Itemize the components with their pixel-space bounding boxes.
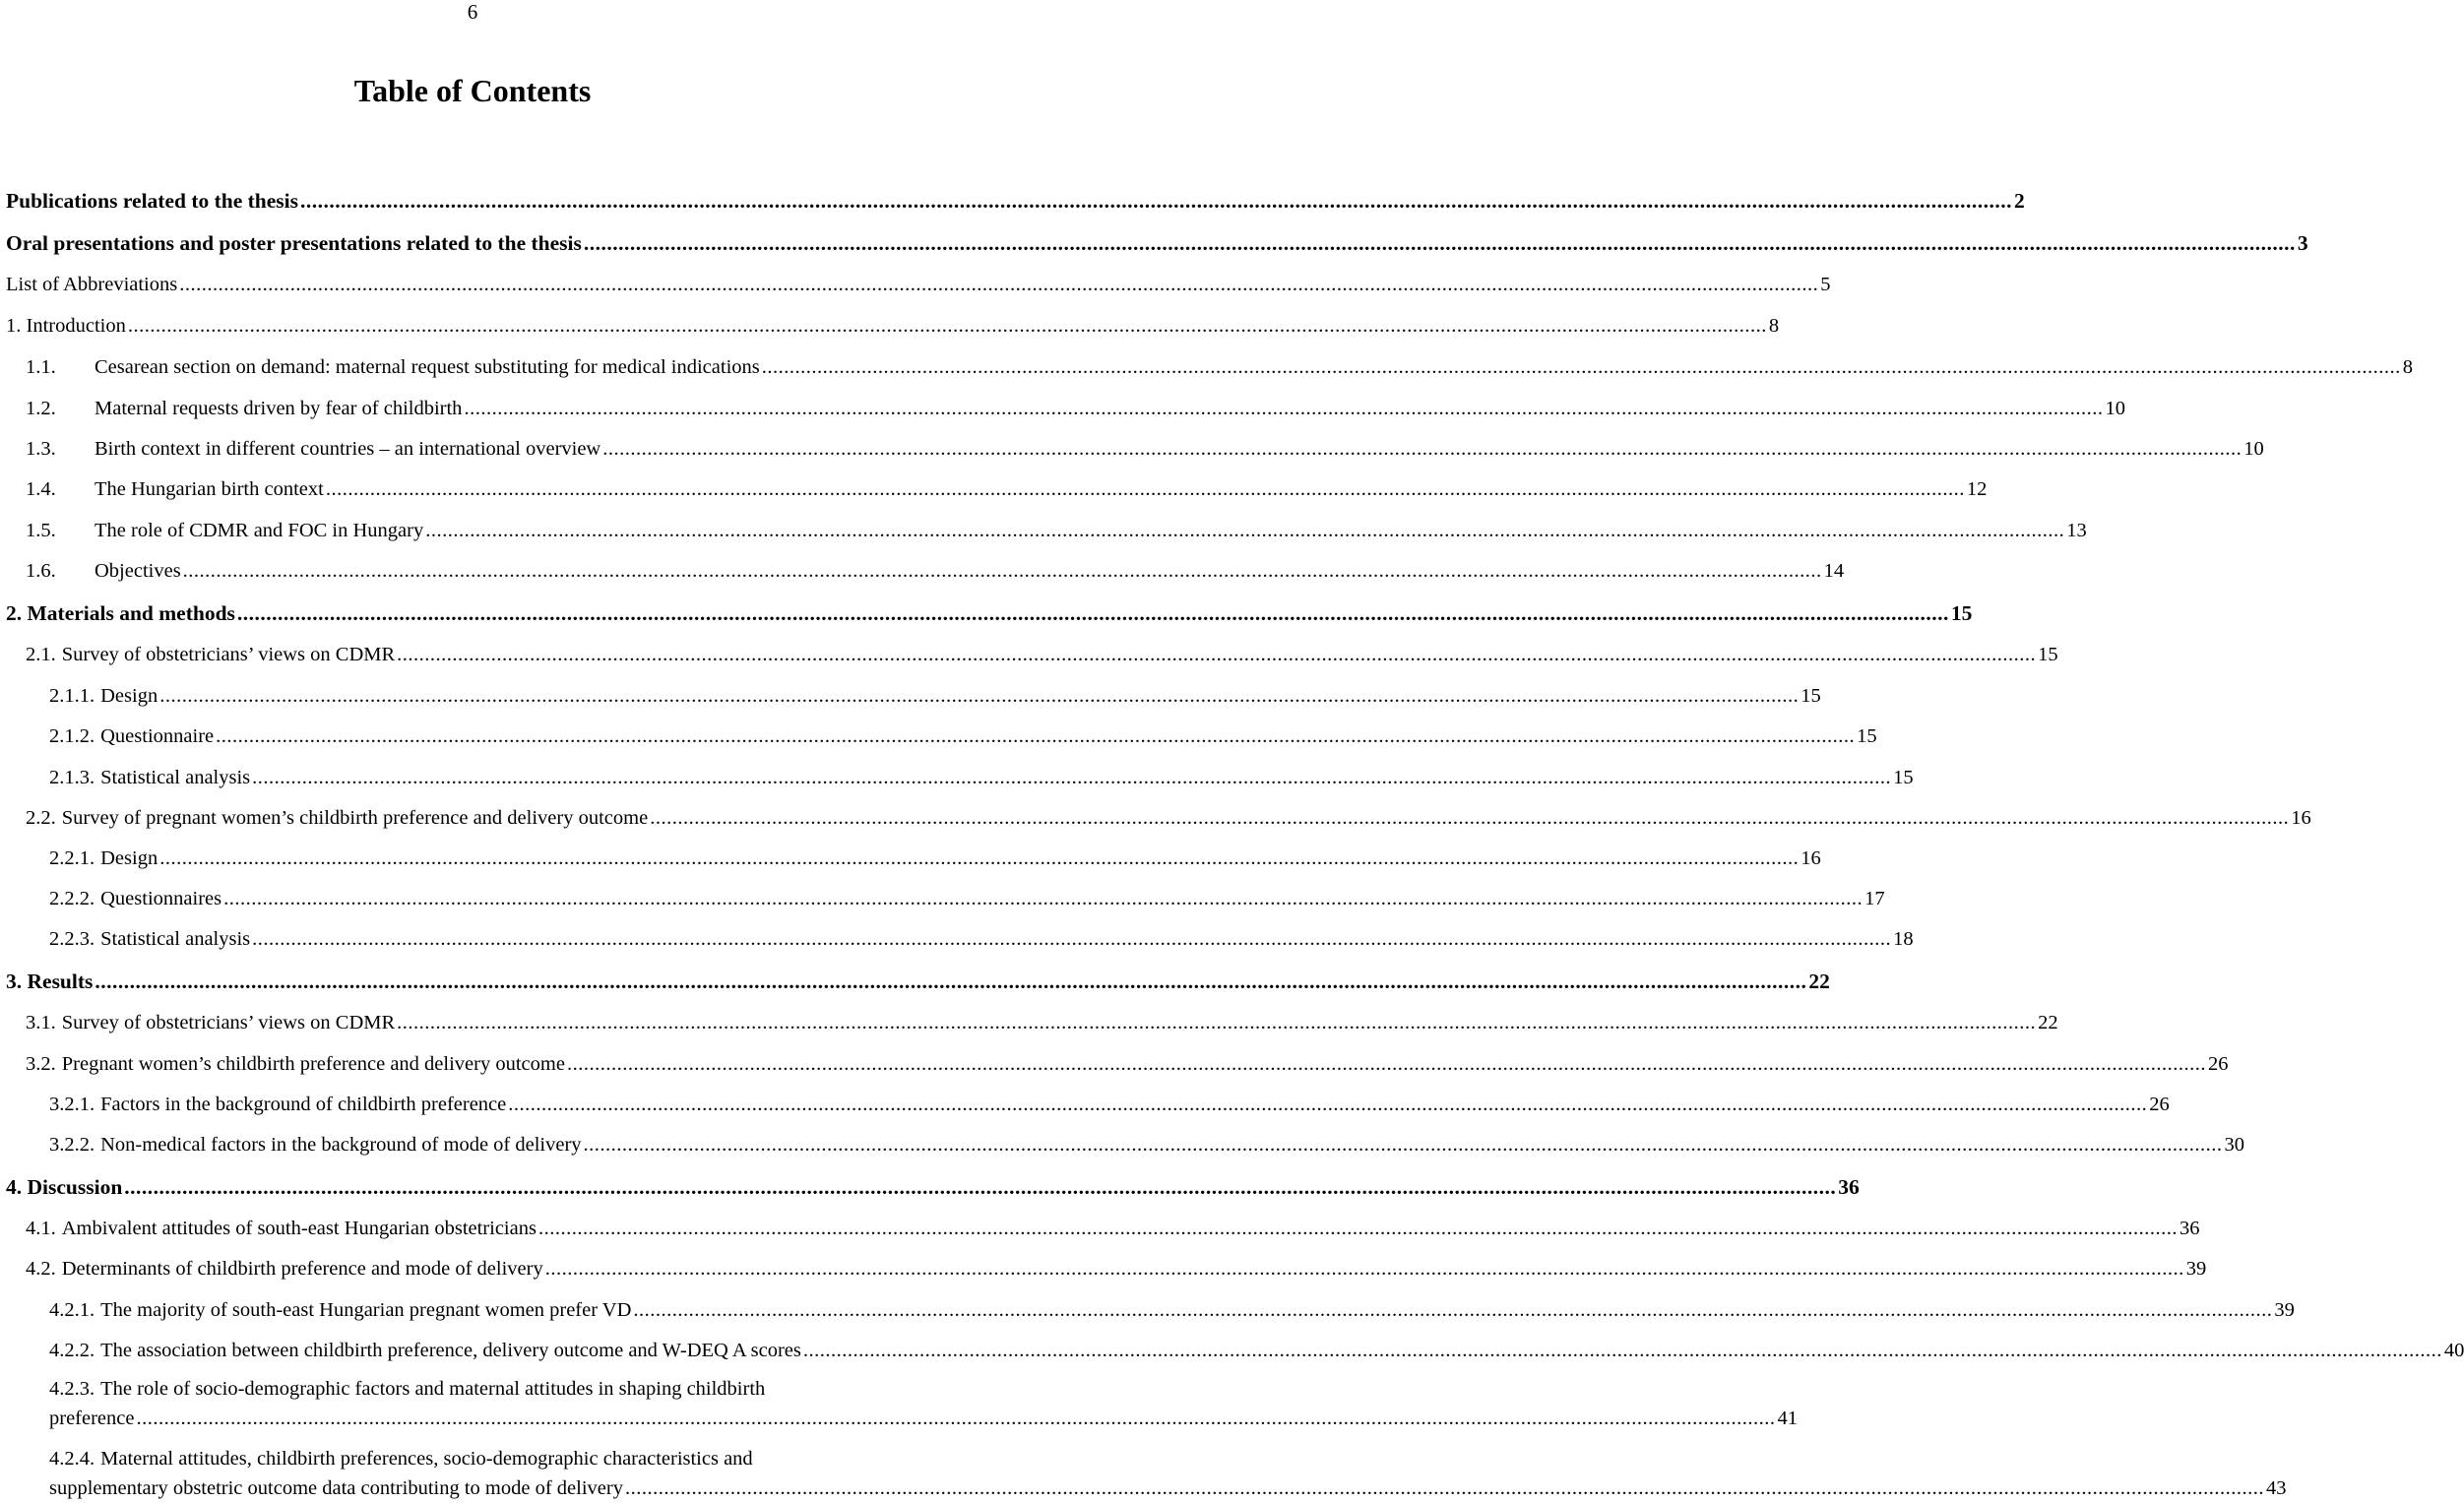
toc-entry-number: 4.2.4.	[49, 1448, 95, 1470]
toc-entry-page: 15	[1893, 767, 1914, 788]
toc-entry-title: The association between childbirth preference, delivery outcome and W-DEQ A scores	[100, 1340, 801, 1361]
toc-entry-title: Determinants of childbirth preference and mode of delivery	[61, 1258, 543, 1280]
toc-entry-title-continued: preference	[49, 1408, 135, 1429]
toc-entry-title: Statistical analysis	[100, 928, 251, 950]
toc-entry-page: 15	[2038, 644, 2058, 665]
toc-entry-title: Statistical analysis	[100, 767, 251, 788]
toc-entry-number: 2.2.1.	[49, 847, 95, 869]
page-number: 6	[467, 0, 478, 24]
toc-entry-title: Materials and methods	[27, 601, 235, 625]
toc-entry-number: 4.2.	[26, 1258, 56, 1280]
toc-entry-page: 3	[2297, 231, 2308, 255]
toc-entry-title: Cesarean section on demand: maternal request substituting for medical indications	[95, 356, 760, 378]
toc-entry-number: 4.1.	[26, 1218, 56, 1239]
toc-entry-page: 18	[1893, 928, 1914, 950]
toc-entry-number: 3.1.	[26, 1012, 56, 1033]
toc-entry[interactable]	[26, 422, 2264, 462]
toc-entry-title: Pregnant women’s childbirth preference and delivery outcome	[61, 1053, 565, 1075]
toc-entry-number: 1.2.	[26, 398, 56, 419]
toc-entry[interactable]	[26, 1242, 2207, 1282]
toc-entry-title: Design	[100, 847, 158, 869]
toc-entry-title: Results	[27, 970, 94, 993]
toc-entry-page: 22	[1808, 970, 1830, 993]
toc-entry-number: 1.3.	[26, 438, 56, 460]
toc-entry[interactable]	[49, 1324, 2464, 1363]
toc-entry-page: 22	[2038, 1012, 2058, 1033]
toc-entry-page: 12	[1966, 478, 1988, 500]
toc-entry-number: 1.4.	[26, 478, 56, 500]
toc-entry-page: 15	[1801, 685, 1821, 707]
toc-entry-number: 3.2.2.	[49, 1134, 95, 1156]
toc-entry-title: Discussion	[27, 1175, 123, 1199]
toc-entry-page: 10	[2243, 438, 2264, 460]
toc-entry[interactable]	[6, 955, 1830, 994]
toc-entry[interactable]	[49, 1374, 1798, 1433]
toc-entry[interactable]	[26, 504, 2087, 543]
toc-entry[interactable]	[49, 1118, 2245, 1158]
toc-entry-page: 39	[2274, 1299, 2295, 1321]
toc-entry-page: 14	[1823, 560, 1845, 582]
toc-entry-page: 13	[2066, 520, 2087, 541]
toc-entry-page: 40	[2443, 1340, 2464, 1361]
toc-entry-title: Maternal attitudes, childbirth preferences, socio-demographic characteristics and	[100, 1448, 753, 1470]
toc-entry[interactable]	[49, 1078, 2170, 1117]
toc-entry-page: 10	[2105, 398, 2125, 419]
toc-entry-number: 4.2.1.	[49, 1299, 95, 1321]
toc-entry-number: 2.1.1.	[49, 685, 95, 707]
page-title: Table of Contents	[353, 73, 592, 108]
toc-entry-page: 43	[2265, 1477, 2287, 1499]
toc-entry-page: 17	[1864, 888, 1885, 909]
toc-entry[interactable]	[26, 1202, 2200, 1241]
toc-entry[interactable]	[49, 669, 1821, 709]
toc-entry-page: 5	[1820, 274, 1831, 295]
toc-entry-number: 2.1.3.	[49, 767, 95, 788]
toc-entry-page: 16	[2291, 807, 2311, 829]
toc-entry-page: 16	[1801, 847, 1821, 869]
toc-entry-title: Design	[100, 685, 158, 707]
toc-entry[interactable]	[26, 382, 2125, 421]
toc-entry-number: 3.	[6, 970, 23, 993]
toc-entry-page: 41	[1777, 1408, 1798, 1429]
toc-entry-title: Survey of obstetricians’ views on CDMR	[61, 1012, 396, 1033]
toc-entry[interactable]	[49, 912, 1914, 952]
toc-entry-page: 36	[2179, 1218, 2200, 1239]
toc-entry-number: 1.	[6, 315, 22, 337]
toc-entry[interactable]	[49, 751, 1914, 790]
toc-entry[interactable]	[6, 587, 1973, 626]
toc-entry-number: 2.2.	[26, 807, 56, 829]
toc-entry-number: 1.5.	[26, 520, 56, 541]
toc-entry-title: List of Abbreviations	[6, 274, 178, 295]
toc-entry-title: Publications related to the thesis	[6, 189, 299, 213]
toc-entry[interactable]	[49, 710, 1877, 749]
toc-entry-title: The role of socio-demographic factors and maternal attitudes in shaping childbirth	[100, 1378, 766, 1400]
toc-entry-title: Oral presentations and poster presentations related to the thesis	[6, 231, 582, 255]
toc-entry-title: Maternal requests driven by fear of childbirth	[95, 398, 463, 419]
toc-entry[interactable]	[6, 258, 1831, 297]
toc-entry-title-continued: supplementary obstetric outcome data contributing to mode of delivery	[49, 1477, 623, 1499]
toc-entry[interactable]	[26, 341, 2413, 380]
toc-entry-number: 2.2.3.	[49, 928, 95, 950]
toc-entry-number: 2.1.2.	[49, 725, 95, 747]
toc-entry-page: 30	[2224, 1134, 2245, 1156]
toc-entry[interactable]	[26, 996, 2058, 1035]
toc-entry-title: Non-medical factors in the background of mode of delivery	[100, 1134, 582, 1156]
toc-entry[interactable]	[6, 174, 2025, 214]
toc-entry-title: Birth context in different countries – an international overview	[95, 438, 601, 460]
toc-entry-page: 26	[2207, 1053, 2229, 1075]
toc-entry[interactable]	[26, 544, 1845, 584]
toc-entry-title: Questionnaires	[100, 888, 222, 909]
toc-entry-title: Factors in the background of childbirth preference	[100, 1094, 507, 1115]
toc-entry-number: 4.2.3.	[49, 1378, 95, 1400]
toc-entry-page: 36	[1838, 1175, 1860, 1199]
toc-entry[interactable]	[6, 217, 2308, 256]
toc-entry-number: 1.1.	[26, 356, 56, 378]
toc-entry-number: 3.2.	[26, 1053, 56, 1075]
toc-entry-number: 3.2.1.	[49, 1094, 95, 1115]
toc-entry[interactable]	[6, 299, 1780, 339]
toc-entry[interactable]	[6, 1160, 1860, 1200]
toc-entry-number: 2.1.	[26, 644, 56, 665]
toc-entry-title: Survey of pregnant women’s childbirth preference and delivery outcome	[61, 807, 649, 829]
toc-entry[interactable]	[26, 791, 2311, 831]
toc-entry[interactable]	[26, 628, 2058, 667]
toc-entry-title: The Hungarian birth context	[95, 478, 324, 500]
toc-entry[interactable]	[26, 463, 1988, 502]
toc-entry[interactable]	[49, 1444, 2287, 1503]
toc-entry-title: Objectives	[95, 560, 181, 582]
toc-entry-page: 8	[1768, 315, 1780, 337]
toc-entry-page: 26	[2149, 1094, 2170, 1115]
toc-entry-title: Introduction	[26, 315, 126, 337]
toc-entry-page: 8	[2402, 356, 2413, 378]
toc-entry-title: Questionnaire	[100, 725, 215, 747]
toc-entry-number: 2.	[6, 601, 23, 625]
toc-entry[interactable]	[49, 872, 1885, 911]
toc-entry-title: The majority of south-east Hungarian pregnant women prefer VD	[100, 1299, 632, 1321]
toc-entry-number: 2.2.2.	[49, 888, 95, 909]
toc-entry[interactable]	[49, 1284, 2295, 1323]
toc-entry[interactable]	[26, 1037, 2229, 1077]
toc-entry-number: 4.2.2.	[49, 1340, 95, 1361]
toc-entry-number: 4.	[6, 1175, 23, 1199]
toc-entry-number: 1.6.	[26, 560, 56, 582]
toc-entry-page: 39	[2185, 1258, 2207, 1280]
toc-entry-title: Survey of obstetricians’ views on CDMR	[61, 644, 396, 665]
toc-entry-page: 2	[2014, 189, 2025, 213]
toc-entry-page: 15	[1857, 725, 1877, 747]
toc-entry-title: Ambivalent attitudes of south-east Hungarian obstetricians	[61, 1218, 537, 1239]
toc-entry-title: The role of CDMR and FOC in Hungary	[95, 520, 424, 541]
toc-entry-page: 15	[1950, 601, 1973, 625]
toc-entry[interactable]	[49, 832, 1821, 871]
